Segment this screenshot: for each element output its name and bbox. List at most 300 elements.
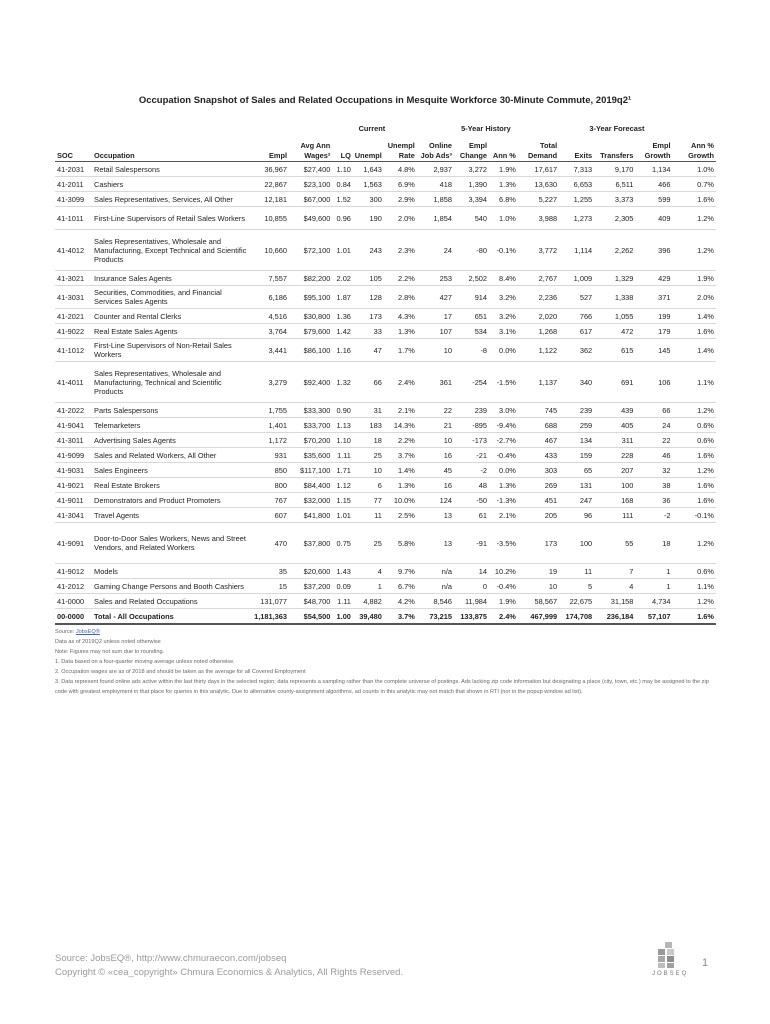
cell-empl-change: 3,394	[468, 194, 488, 204]
cell-empl-change: -895	[472, 420, 488, 430]
cell-unempl: 128	[369, 292, 382, 302]
cell-unempl: 300	[369, 194, 382, 204]
table-row	[55, 286, 716, 309]
cell-lq: 1.71	[336, 465, 351, 475]
cell-total-demand: 688	[544, 420, 558, 430]
cell-transfers: 55	[625, 538, 634, 548]
cell-transfers: 1,055	[614, 311, 634, 321]
cell-ann-pct: 3.1%	[499, 326, 516, 336]
cell-ann-pct: -0.4%	[496, 450, 516, 460]
cell-soc: 41-1011	[57, 213, 84, 223]
cell-occupation: Securities, Commodities, and Financial Services Sales Agents	[94, 288, 222, 306]
cell-unempl: 4,882	[363, 596, 382, 606]
cell-empl-change: 133,875	[460, 611, 488, 621]
cell-exits: 1,114	[574, 245, 593, 255]
cell-unempl: 25	[373, 450, 382, 460]
table-row	[55, 564, 716, 579]
cell-empl-growth: 466	[658, 179, 671, 189]
cell-empl: 15	[278, 581, 288, 591]
cell-empl-change: 540	[474, 213, 488, 223]
cell-total-demand: 745	[544, 405, 558, 415]
cell-unempl: 11	[374, 510, 382, 520]
cell-soc: 41-2022	[57, 405, 85, 415]
cell-soc: 41-9099	[57, 450, 85, 460]
cell-total-demand: 433	[544, 450, 558, 460]
cell-total-demand: 10	[548, 581, 558, 591]
table-row	[55, 463, 716, 478]
cell-transfers: 168	[621, 495, 634, 505]
cell-transfers: 1,329	[614, 273, 634, 283]
cell-online-job-ads: 10	[443, 435, 452, 445]
cell-online-job-ads: 1,858	[433, 194, 452, 204]
cell-ann-pct: 1.3%	[499, 480, 516, 490]
cell-unempl-rate: 6.7%	[397, 581, 415, 591]
cell-ann-pct: -9.4%	[496, 420, 516, 430]
cell-exits: 131	[579, 480, 593, 490]
cell-unempl-rate: 2.5%	[397, 510, 415, 520]
cell-empl-growth: 46	[662, 450, 671, 460]
cell-soc: 41-9031	[57, 465, 85, 475]
cell-empl: 35	[278, 566, 288, 576]
cell-transfers: 100	[621, 480, 634, 490]
cell-exits: 617	[579, 326, 593, 336]
cell-unempl-rate: 2.3%	[397, 245, 415, 255]
cell-occupation: Advertising Sales Agents	[94, 435, 176, 445]
cell-exits: 527	[579, 292, 593, 302]
cell-ann-pct-growth: -0.1%	[694, 510, 714, 520]
cell-transfers: 615	[621, 345, 634, 355]
cell-transfers: 9,170	[614, 164, 634, 174]
cell-lq: 1.00	[336, 611, 351, 621]
cell-ann-pct: 1.3%	[499, 179, 516, 189]
column-header-row	[55, 135, 716, 162]
total-row	[55, 609, 716, 625]
cell-empl-growth: 1	[666, 566, 671, 576]
note-line: Note: Figures may not sum due to rounding.	[55, 649, 165, 655]
cell-online-job-ads: 124	[439, 495, 452, 505]
cell-exits: 174,708	[565, 611, 593, 621]
cell-soc: 41-3011	[57, 435, 84, 445]
cell-total-demand: 1,137	[538, 377, 558, 387]
cell-avg-ann-wages: $37,800	[303, 538, 331, 548]
cell-transfers: 472	[621, 326, 634, 336]
cell-empl-growth: 145	[658, 345, 671, 355]
cell-empl-growth: 22	[662, 435, 671, 445]
cell-ann-pct: 3.2%	[499, 292, 516, 302]
cell-online-job-ads: 427	[439, 292, 452, 302]
cell-empl-growth: 4,734	[652, 596, 671, 606]
cell-ann-pct: 0.0%	[499, 465, 516, 475]
cell-avg-ann-wages: $84,400	[303, 480, 331, 490]
summary-row	[55, 594, 716, 609]
table-row	[55, 362, 716, 403]
col-header-online-job-ads: Online Job Ads³	[420, 141, 452, 160]
cell-empl-change: 0	[482, 581, 488, 591]
cell-empl-change: 3,272	[468, 164, 488, 174]
cell-empl: 36,967	[264, 164, 288, 174]
cell-online-job-ads: 24	[443, 245, 452, 255]
cell-empl-growth: 429	[658, 273, 671, 283]
cell-soc: 41-2021	[57, 311, 85, 321]
cell-occupation: Sales Engineers	[94, 465, 148, 475]
cell-occupation: Sales Representatives, Wholesale and Manufacturing, Technical and Scientific Products	[94, 368, 222, 396]
cell-ann-pct: 2.4%	[499, 611, 516, 621]
table-row	[55, 177, 716, 192]
cell-online-job-ads: 17	[443, 311, 452, 321]
cell-avg-ann-wages: $23,100	[303, 179, 331, 189]
cell-total-demand: 467,999	[530, 611, 558, 621]
cell-total-demand: 3,772	[538, 245, 558, 255]
cell-avg-ann-wages: $117,100	[300, 465, 331, 475]
cell-transfers: 111	[622, 510, 634, 520]
cell-exits: 766	[579, 311, 593, 321]
cell-lq: 1.01	[336, 245, 351, 255]
source-link[interactable]: JobsEQ®	[75, 629, 100, 635]
cell-occupation: Cashiers	[94, 179, 124, 189]
cell-total-demand: 58,567	[534, 596, 558, 606]
group-forecast: 3-Year Forecast	[589, 123, 645, 133]
cell-soc: 41-3041	[57, 510, 85, 520]
cell-occupation: Total - All Occupations	[94, 611, 174, 621]
page-number: 1	[702, 957, 709, 969]
cell-unempl: 77	[373, 495, 382, 505]
table-row	[55, 339, 716, 362]
cell-ann-pct: 8.4%	[499, 273, 516, 283]
cell-avg-ann-wages: $86,100	[303, 345, 331, 355]
cell-ann-pct: 6.8%	[499, 194, 516, 204]
cell-unempl-rate: 2.1%	[397, 405, 415, 415]
cell-ann-pct-growth: 1.2%	[697, 596, 714, 606]
cell-ann-pct-growth: 1.6%	[697, 326, 714, 336]
cell-empl: 10,660	[264, 245, 288, 255]
table-row	[55, 448, 716, 463]
cell-ann-pct-growth: 1.0%	[697, 164, 714, 174]
cell-soc: 41-9041	[57, 420, 85, 430]
cell-unempl-rate: 9.7%	[397, 566, 415, 576]
col-header-ann-pct-growth: Ann % Growth	[688, 141, 714, 160]
cell-soc: 41-9021	[57, 480, 85, 490]
cell-ann-pct-growth: 1.2%	[697, 245, 714, 255]
cell-total-demand: 205	[544, 510, 558, 520]
cell-lq: 1.10	[336, 435, 351, 445]
cell-transfers: 6,511	[615, 179, 634, 189]
cell-avg-ann-wages: $20,600	[303, 566, 331, 576]
cell-online-job-ads: 73,215	[429, 611, 452, 621]
cell-lq: 1.43	[336, 566, 351, 576]
cell-avg-ann-wages: $70,200	[303, 435, 331, 445]
cell-lq: 1.12	[336, 480, 351, 490]
table-row	[55, 523, 716, 564]
cell-empl-change: -80	[476, 245, 488, 255]
cell-soc: 41-3031	[57, 292, 85, 302]
cell-transfers: 2,305	[614, 213, 634, 223]
cell-soc: 41-9012	[57, 566, 85, 576]
cell-ann-pct-growth: 0.6%	[697, 435, 714, 445]
cell-transfers: 228	[621, 450, 634, 460]
cell-total-demand: 1,122	[538, 345, 558, 355]
cell-total-demand: 2,236	[538, 292, 558, 302]
cell-empl-growth: 36	[662, 495, 671, 505]
cell-soc: 41-0000	[57, 596, 85, 606]
cell-unempl: 31	[373, 405, 382, 415]
cell-empl-growth: 409	[658, 213, 671, 223]
cell-total-demand: 269	[544, 480, 558, 490]
cell-avg-ann-wages: $33,300	[303, 405, 331, 415]
footer-source: Source: JobsEQ®, http://www.chmuraecon.com/jobseq	[55, 953, 287, 964]
cell-unempl-rate: 2.4%	[397, 377, 415, 387]
cell-total-demand: 2,767	[538, 273, 558, 283]
cell-occupation: Sales Representatives, Wholesale and Manufacturing, Except Technical and Scientific Products	[94, 236, 247, 264]
cell-unempl-rate: 2.0%	[397, 213, 415, 223]
group-header-row	[55, 122, 716, 135]
cell-empl: 607	[274, 510, 288, 520]
cell-lq: 1.42	[336, 326, 351, 336]
cell-avg-ann-wages: $49,600	[303, 213, 331, 223]
cell-empl-growth: 1	[666, 581, 671, 591]
col-header-unempl-rate: Unempl Rate	[387, 141, 415, 160]
cell-empl-growth: 24	[662, 420, 671, 430]
cell-lq: 2.02	[336, 273, 351, 283]
cell-avg-ann-wages: $67,000	[303, 194, 331, 204]
cell-unempl: 173	[369, 311, 382, 321]
cell-ann-pct-growth: 1.6%	[697, 611, 714, 621]
cell-empl: 131,077	[260, 596, 288, 606]
cell-exits: 96	[583, 510, 593, 520]
cell-unempl: 39,480	[359, 611, 382, 621]
cell-occupation: Real Estate Sales Agents	[94, 326, 178, 336]
cell-occupation: First-Line Supervisors of Retail Sales Workers	[94, 213, 246, 223]
cell-ann-pct-growth: 1.1%	[697, 581, 714, 591]
cell-avg-ann-wages: $48,700	[303, 596, 331, 606]
cell-exits: 134	[579, 435, 593, 445]
cell-empl: 12,181	[264, 194, 288, 204]
table-row	[55, 309, 716, 324]
cell-exits: 1,273	[573, 213, 593, 223]
cell-ann-pct-growth: 1.6%	[697, 194, 714, 204]
cell-exits: 259	[579, 420, 593, 430]
cell-soc: 41-4011	[57, 377, 84, 387]
col-header-exits: Exits	[574, 151, 593, 160]
cell-online-job-ads: 13	[443, 510, 452, 520]
cell-exits: 362	[579, 345, 593, 355]
cell-total-demand: 13,630	[534, 179, 558, 189]
cell-empl-growth: 32	[662, 465, 671, 475]
cell-empl-change: -173	[472, 435, 488, 445]
page-footer	[55, 952, 403, 980]
cell-transfers: 2,262	[614, 245, 634, 255]
cell-online-job-ads: 13	[443, 538, 452, 548]
cell-unempl-rate: 3.7%	[397, 450, 415, 460]
cell-ann-pct-growth: 0.7%	[697, 179, 714, 189]
table-body	[55, 162, 716, 625]
cell-ann-pct-growth: 0.6%	[697, 566, 714, 576]
table-row	[55, 433, 716, 448]
table-row	[55, 324, 716, 339]
cell-soc: 41-9091	[57, 538, 85, 548]
cell-empl-growth: 1,134	[652, 164, 671, 174]
cell-total-demand: 303	[544, 465, 558, 475]
cell-exits: 5	[588, 581, 593, 591]
cell-ann-pct-growth: 1.2%	[697, 213, 714, 223]
cell-avg-ann-wages: $35,600	[303, 450, 331, 460]
cell-soc: 41-2012	[57, 581, 85, 591]
cell-lq: 0.90	[336, 405, 351, 415]
cell-total-demand: 2,020	[538, 311, 558, 321]
col-header-soc: SOC	[57, 151, 74, 160]
cell-unempl: 47	[373, 345, 382, 355]
cell-unempl-rate: 6.9%	[397, 179, 415, 189]
cell-lq: 1.11	[337, 450, 351, 460]
cell-empl: 4,516	[268, 311, 288, 321]
cell-ann-pct-growth: 1.6%	[697, 450, 714, 460]
cell-soc: 41-9022	[57, 326, 85, 336]
cell-unempl: 25	[373, 538, 382, 548]
cell-empl-growth: 57,107	[647, 611, 671, 621]
cell-unempl-rate: 1.3%	[397, 326, 415, 336]
cell-unempl: 183	[369, 420, 382, 430]
cell-lq: 0.75	[336, 538, 351, 548]
cell-online-job-ads: 10	[443, 345, 452, 355]
table-row	[55, 418, 716, 433]
cell-lq: 1.11	[337, 596, 351, 606]
table-row	[55, 508, 716, 523]
cell-unempl-rate: 2.8%	[397, 292, 415, 302]
cell-ann-pct-growth: 1.6%	[697, 495, 714, 505]
cell-unempl-rate: 4.2%	[397, 596, 415, 606]
cell-empl: 1,755	[268, 405, 288, 415]
cell-empl-change: -91	[476, 538, 488, 548]
cell-total-demand: 19	[548, 566, 558, 576]
cell-unempl: 190	[369, 213, 382, 223]
cell-empl: 767	[274, 495, 288, 505]
cell-exits: 11	[584, 566, 593, 576]
cell-occupation: Real Estate Brokers	[94, 480, 160, 490]
cell-empl: 3,441	[268, 345, 288, 355]
cell-empl-growth: 66	[662, 405, 671, 415]
cell-avg-ann-wages: $72,100	[303, 245, 331, 255]
cell-online-job-ads: 16	[443, 450, 452, 460]
cell-avg-ann-wages: $95,100	[303, 292, 331, 302]
cell-occupation: Telemarketers	[94, 420, 141, 430]
cell-exits: 65	[583, 465, 593, 475]
cell-empl-change: 239	[474, 405, 488, 415]
cell-soc: 00-0000	[57, 611, 85, 621]
cell-empl: 10,855	[264, 213, 288, 223]
cell-empl: 850	[274, 465, 288, 475]
cell-unempl-rate: 2.2%	[397, 435, 415, 445]
cell-unempl-rate: 5.8%	[397, 538, 415, 548]
cell-exits: 340	[579, 377, 593, 387]
table-row	[55, 162, 716, 177]
cell-exits: 100	[579, 538, 593, 548]
cell-unempl: 4	[377, 566, 382, 576]
cell-transfers: 439	[621, 405, 634, 415]
cell-ann-pct-growth: 1.2%	[697, 405, 714, 415]
cell-unempl: 1,563	[363, 179, 382, 189]
cell-lq: 1.15	[336, 495, 351, 505]
cell-online-job-ads: 22	[443, 405, 452, 415]
cell-soc: 41-1012	[57, 345, 85, 355]
cell-ann-pct-growth: 1.9%	[697, 273, 714, 283]
cell-empl-growth: -2	[663, 510, 671, 520]
note-line: Data as of 2019Q2 unless noted otherwise	[55, 639, 161, 645]
cell-empl: 1,172	[268, 435, 288, 445]
cell-avg-ann-wages: $33,700	[303, 420, 331, 430]
cell-ann-pct-growth: 1.6%	[697, 480, 714, 490]
cell-total-demand: 173	[544, 538, 558, 548]
cell-lq: 1.10	[336, 164, 351, 174]
cell-occupation: Door-to-Door Sales Workers, News and Street Vendors, and Related Workers	[94, 534, 246, 552]
cell-ann-pct-growth: 1.2%	[697, 465, 714, 475]
cell-lq: 1.16	[336, 345, 351, 355]
cell-empl-growth: 199	[658, 311, 671, 321]
cell-exits: 159	[579, 450, 593, 460]
cell-unempl: 105	[369, 273, 382, 283]
cell-lq: 1.87	[336, 292, 351, 302]
cell-soc: 41-3021	[57, 273, 85, 283]
cell-empl-growth: 599	[658, 194, 671, 204]
cell-ann-pct: -0.1%	[496, 245, 516, 255]
cell-avg-ann-wages: $27,400	[303, 164, 331, 174]
cell-ann-pct: 1.0%	[499, 213, 516, 223]
cell-occupation: Counter and Rental Clerks	[94, 311, 182, 321]
cell-empl-growth: 179	[658, 326, 671, 336]
cell-transfers: 207	[621, 465, 634, 475]
cell-empl-change: -2	[480, 465, 488, 475]
cell-lq: 1.01	[336, 510, 351, 520]
cell-ann-pct: 1.9%	[499, 596, 516, 606]
cell-transfers: 7	[629, 566, 634, 576]
cell-empl-change: 11,984	[464, 596, 488, 606]
cell-lq: 1.36	[336, 311, 351, 321]
cell-unempl-rate: 1.3%	[397, 480, 415, 490]
page-title: Occupation Snapshot of Sales and Related Occupations in Mesquite Workforce 30-Minute Commute, 2019q2¹	[138, 95, 632, 106]
cell-exits: 1,009	[573, 273, 593, 283]
cell-ann-pct: 0.0%	[499, 345, 516, 355]
cell-empl-change: -21	[476, 450, 488, 460]
cell-empl-change: 61	[478, 510, 488, 520]
table-row	[55, 207, 716, 230]
cell-unempl-rate: 2.2%	[397, 273, 415, 283]
cell-exits: 239	[579, 405, 593, 415]
cell-exits: 22,675	[569, 596, 593, 606]
table-row	[55, 579, 716, 594]
cell-avg-ann-wages: $79,600	[303, 326, 331, 336]
cell-occupation: Models	[94, 566, 118, 576]
cell-unempl: 10	[373, 465, 382, 475]
cell-transfers: 691	[621, 377, 634, 387]
cell-occupation: First-Line Supervisors of Non-Retail Sales Workers	[94, 341, 232, 359]
cell-online-job-ads: 253	[439, 273, 452, 283]
cell-transfers: 31,158	[610, 596, 634, 606]
cell-total-demand: 451	[544, 495, 558, 505]
cell-empl-change: 48	[478, 480, 488, 490]
cell-exits: 6,653	[573, 179, 593, 189]
notes-section	[55, 627, 720, 697]
cell-empl-change: 2,502	[468, 273, 488, 283]
cell-avg-ann-wages: $92,400	[303, 377, 331, 387]
cell-unempl-rate: 2.9%	[397, 194, 415, 204]
cell-empl-change: 651	[474, 311, 488, 321]
cell-empl-growth: 106	[658, 377, 671, 387]
cell-lq: 0.09	[336, 581, 351, 591]
cell-unempl-rate: 1.7%	[397, 345, 415, 355]
cell-occupation: Retail Salespersons	[94, 164, 160, 174]
col-header-unempl: Unempl	[354, 151, 382, 160]
cell-avg-ann-wages: $41,800	[303, 510, 331, 520]
col-header-occupation: Occupation	[94, 151, 135, 160]
cell-occupation: Travel Agents	[94, 510, 139, 520]
